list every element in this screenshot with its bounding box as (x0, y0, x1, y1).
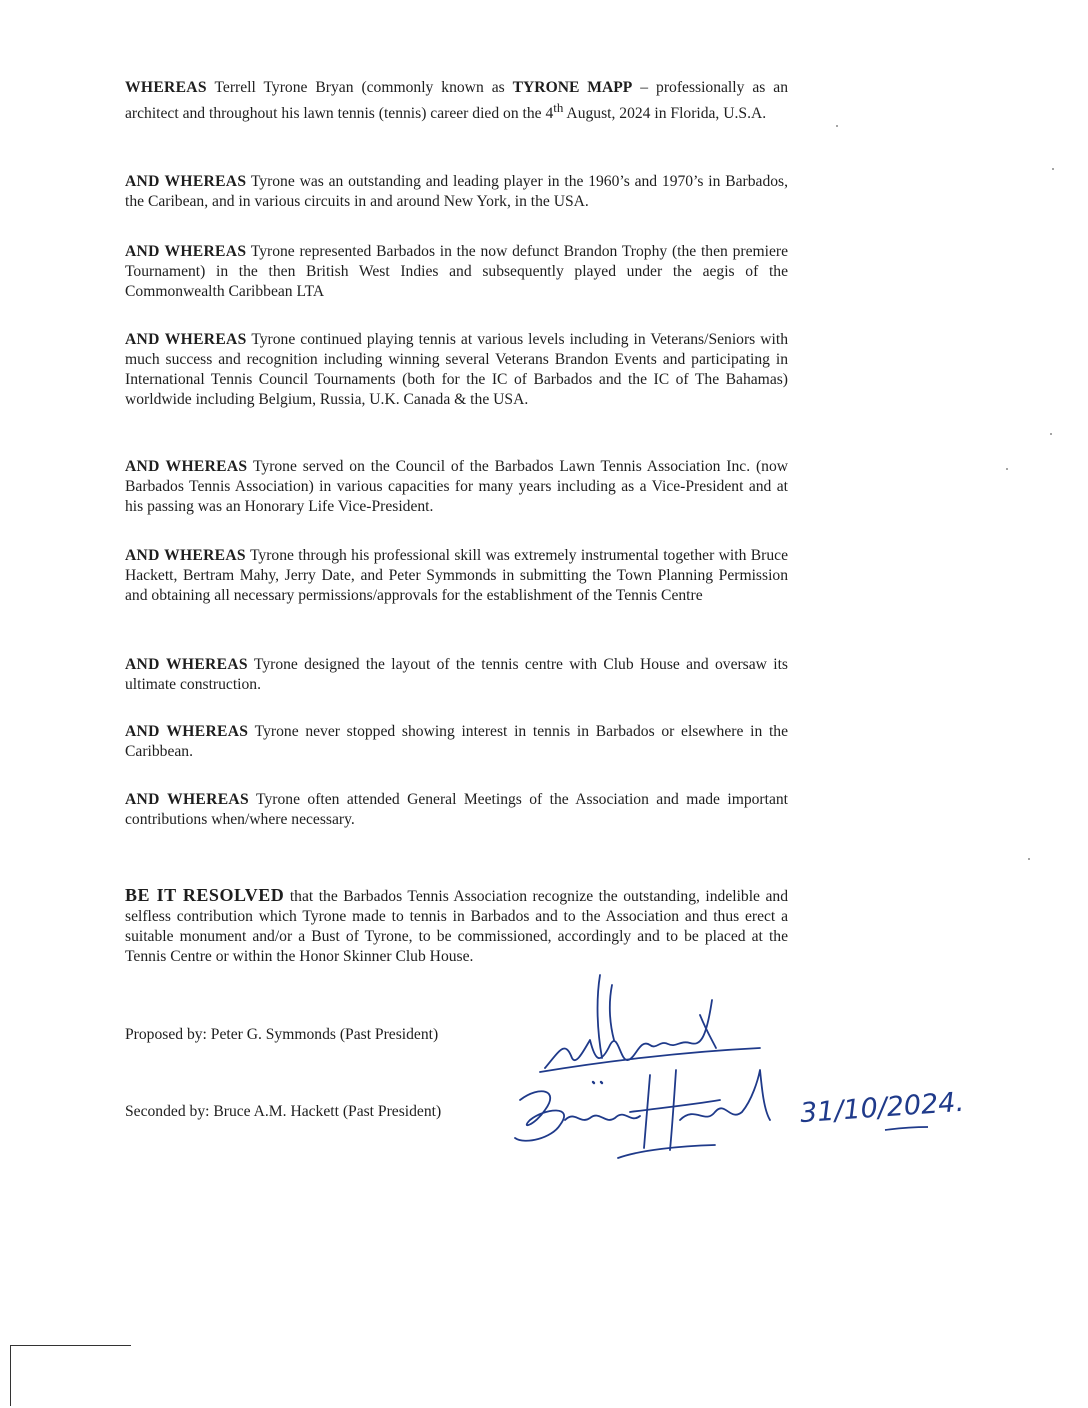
scan-speck-icon (1052, 168, 1054, 170)
handwritten-date: 31/10/2024. (799, 1086, 965, 1130)
paragraph-lead: AND WHEREAS (125, 458, 248, 475)
paragraph-lead: AND WHEREAS (125, 547, 246, 564)
paragraph-lead: AND WHEREAS (125, 331, 247, 348)
paragraph-text: Tyrone designed the layout of the tennis centre with Club House and oversaw its ultimate construction. (125, 656, 788, 693)
hackett-signature-image (515, 1070, 770, 1158)
paragraph-lead: AND WHEREAS (125, 723, 249, 740)
paragraph-text: Terrell Tyrone Bryan (commonly known as (206, 79, 513, 96)
scan-corner-mark-icon (10, 1345, 131, 1406)
paragraph-text: Tyrone never stopped showing interest in tennis in Barbados or elsewhere in the Caribbean. (125, 723, 789, 760)
paragraph-lead: AND WHEREAS (125, 656, 248, 673)
paragraph-text: Tyrone continued playing tennis at various levels including in Veterans/Seniors with much success and recognition including winning several Veterans Brandon Events and participating in International Tennis Council Tournaments (both for the IC of Barbados and the IC of The Bahamas) worldwide including Belgium, Russia, U.K. Canada & the USA. (125, 331, 788, 408)
seconded-by-line: Seconded by: Bruce A.M. Hackett (Past President) (125, 1103, 442, 1120)
paragraph-lead: AND WHEREAS (125, 791, 249, 808)
paragraph-text: August, 2024 in Florida, U.S.A. (563, 105, 767, 123)
paragraph-text: – professionally as an architect and throughout his lawn tennis (tennis) career died on the 4 (125, 79, 788, 123)
paragraph-text: Tyrone through his professional skill was extremely instrumental together with Bruce Hackett, Bertram Mahy, Jerry Date, and Peter Symmonds in submitting the Town Planning Permission and obtaining all necessary permissions/approvals for the establishment of the Tennis Centre (125, 547, 788, 604)
paragraph-text: Tyrone represented Barbados in the now defunct Brandon Trophy (the then premiere Tournament) in the then British West Indies and subsequently played under the aegis of the Commonwealth Caribbean LTA (125, 243, 788, 300)
paragraph-text: Tyrone was an outstanding and leading player in the 1960’s and 1970’s in Barbados, the Caribean, and in various circuits in and around New York, in the USA. (125, 173, 788, 210)
ordinal-suffix: th (553, 100, 564, 115)
paragraph-lead: AND WHEREAS (125, 243, 247, 260)
scan-speck-icon (836, 125, 838, 127)
paragraph-text: Tyrone served on the Council of the Barbados Lawn Tennis Association Inc. (now Barbados Tennis Association) in various capacities for many years including as a Vice-President and at his passing was an Honorary Life Vice-President. (125, 458, 789, 515)
paragraph-lead: WHEREAS (125, 79, 207, 96)
proposed-by-line: Proposed by: Peter G. Symmonds (Past President) (125, 1026, 439, 1043)
scan-speck-icon (1006, 468, 1008, 470)
symmonds-signature-image (540, 975, 760, 1072)
resolution-text: that the Barbados Tennis Association recognize the outstanding, indelible and selfless contribution which Tyrone made to tennis in Barbados and to the Association and thus erect a suitable monument and/or a Bust of Tyrone, to be commissioned, accordingly and to be placed at the Tennis Centre or within the Honor Skinner Club House. (125, 888, 788, 965)
paragraph-text: Tyrone often attended General Meetings of the Association and made important contributions when/where necessary. (125, 791, 789, 828)
scan-speck-icon (1050, 433, 1052, 435)
date-underline-icon (885, 1127, 928, 1130)
person-name: TYRONE MAPP (512, 79, 633, 96)
resolution-lead: BE IT RESOLVED (125, 885, 285, 905)
paragraph-lead: AND WHEREAS (125, 173, 247, 190)
scan-speck-icon (1028, 858, 1030, 860)
